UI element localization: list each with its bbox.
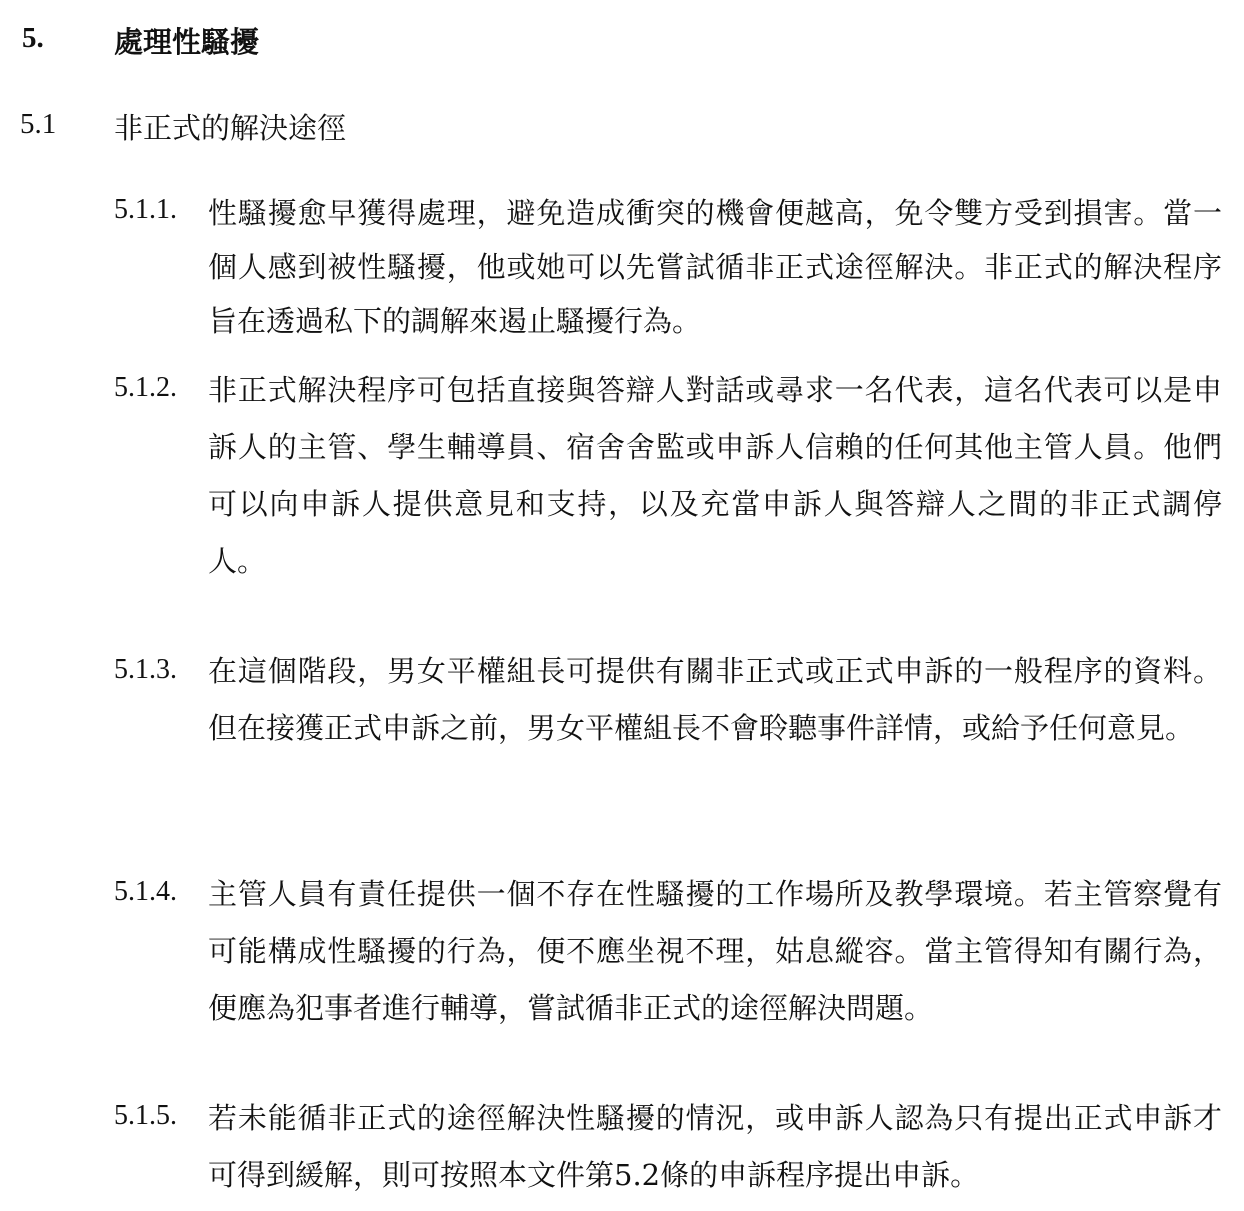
clause-number-5-1-3: 5.1.3. (114, 654, 177, 685)
clause-text-5-1-5: 若未能循非正式的途徑解決性騷擾的情況，或申訴人認為只有提出正式申訴才可得到緩解，則可按照本文件第5.2條的申訴程序提出申訴。 (208, 1101, 1222, 1192)
clause-number-5-1-1: 5.1.1. (114, 194, 177, 225)
clause-text-5-1-1: 性騷擾愈早獲得處理，避免造成衝突的機會便越高，免令雙方受到損害。當一個人感到被性騷擾，他或她可以先嘗試循非正式途徑解決。非正式的解決程序旨在透過私下的調解來遏止騷擾行為。 (208, 196, 1222, 338)
clause-number-5-1-2: 5.1.2. (114, 372, 177, 403)
clause-text-5-1-3: 在這個階段，男女平權組長可提供有關非正式或正式申訴的一般程序的資料。但在接獲正式申訴之前，男女平權組長不會聆聽事件詳情，或給予任何意見。 (208, 654, 1222, 745)
subsection-title: 非正式的解決途徑 (114, 111, 347, 145)
section-number: 5. (22, 22, 44, 54)
subsection-number: 5.1 (20, 108, 57, 140)
clause-number-5-1-5: 5.1.5. (114, 1100, 177, 1131)
section-title: 處理性騷擾 (114, 25, 260, 59)
clause-text-5-1-2: 非正式解決程序可包括直接與答辯人對話或尋求一名代表，這名代表可以是申訴人的主管、學生輔導員、宿舍舍監或申訴人信賴的任何其他主管人員。他們可以向申訴人提供意見和支持，以及充當申訴人與答辯人之間的非正式調停人。 (208, 373, 1222, 578)
clause-text-5-1-4: 主管人員有責任提供一個不存在性騷擾的工作場所及教學環境。若主管察覺有可能構成性騷擾的行為，便不應坐視不理，姑息縱容。當主管得知有關行為，便應為犯事者進行輔導，嘗試循非正式的途徑解決問題。 (208, 877, 1222, 1025)
clause-number-5-1-4: 5.1.4. (114, 876, 177, 907)
